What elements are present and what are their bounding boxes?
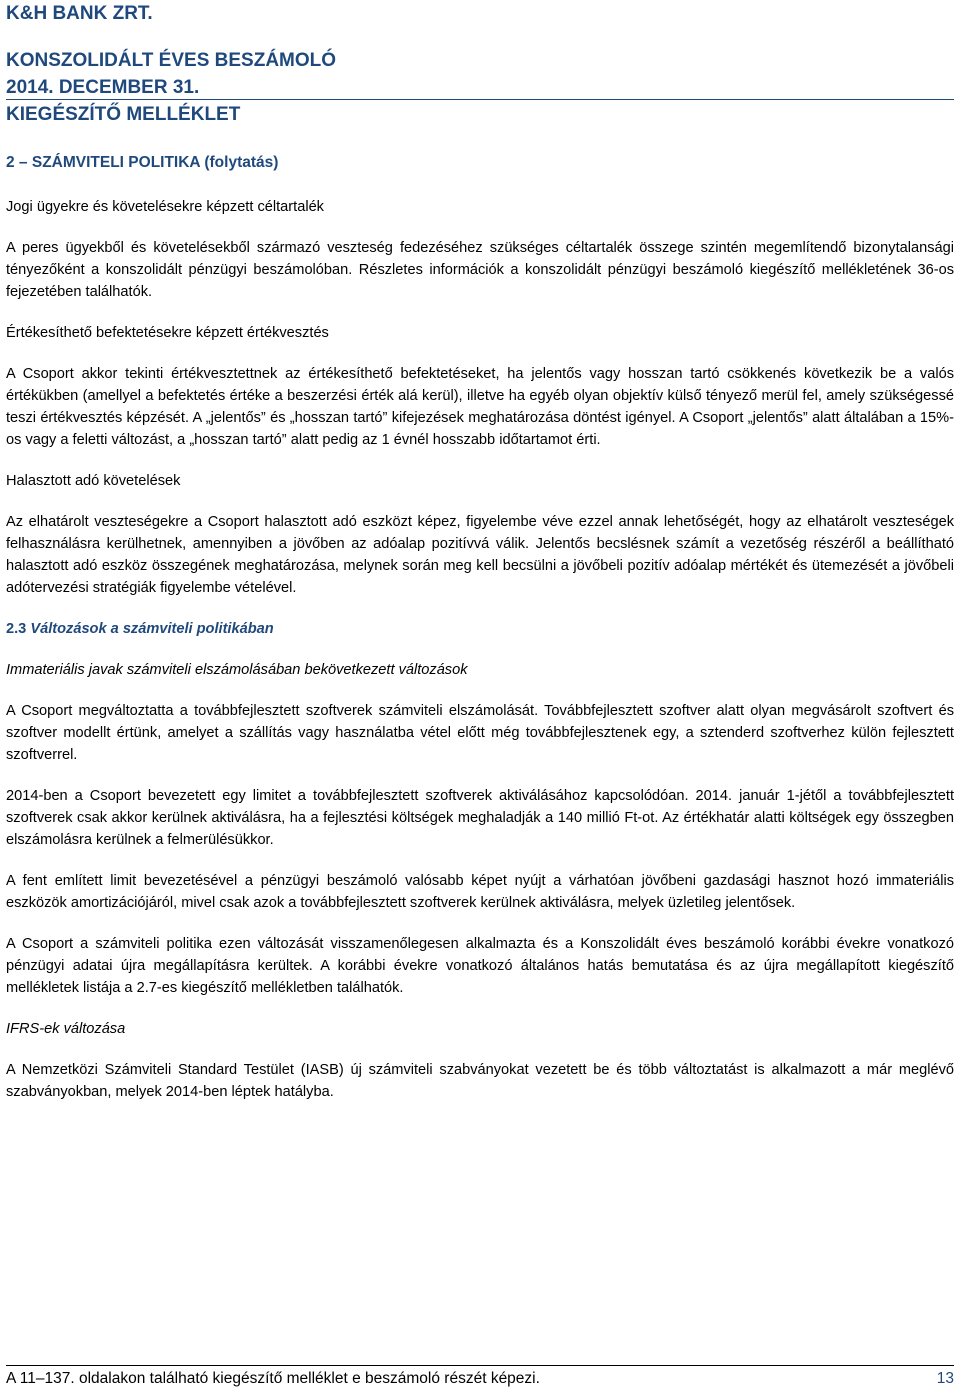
report-title: KONSZOLIDÁLT ÉVES BESZÁMOLÓ xyxy=(6,50,337,71)
section-title: 2 – SZÁMVITELI POLITIKA (folytatás) xyxy=(6,154,279,171)
section-heading-2-3 xyxy=(6,618,954,640)
paragraph-intangible-3: A fent említett limit bevezetésével a pénzügyi beszámoló valósabb képet nyújt a várhatóan jövőbeni gazdasági hasznot hozó immateriális eszközök amortizációjáról, mivel csak azok a továbbfejlesztett szoftverek kerülnek aktiválásra, melyek üzletileg jelentősek. xyxy=(6,873,954,911)
page-number: 13 xyxy=(936,1370,954,1387)
annex-title: KIEGÉSZÍTŐ MELLÉKLET xyxy=(6,104,241,125)
section-heading-text: Változások a számviteli politikában xyxy=(26,621,274,637)
paragraph-intangible-4: A Csoport a számviteli politika ezen változását visszamenőlegesen alkalmazta és a Konszolidált éves beszámoló korábbi évekre vonatkozó pénzügyi adatai újra megállapításra kerültek. A korábbi évekre vonatkozó általános hatás bemutatása és az újra megállapított kiegészítő mellékletek listája a 2.7-es kiegészítő mellékletben találhatók. xyxy=(6,936,954,996)
footer-rule xyxy=(6,1365,954,1366)
paragraph-intangible-1: A Csoport megváltoztatta a továbbfejlesztett szoftverek számviteli elszámolását. Továbbfejlesztett szoftver alatt olyan megvásárolt szoftvert és szoftver modellt értünk, amelyet a szállítás vagy használatba vétel előtt még továbbfejlesztenek egy, a sztenderd szoftverhez külön fejlesztett szoftverrel. xyxy=(6,703,954,763)
subheading-legal-provisions: Jogi ügyekre és követelésekre képzett céltartalék xyxy=(6,199,324,215)
document-body xyxy=(6,196,954,1122)
paragraph-intangible-2: 2014-ben a Csoport bevezetett egy limitet a továbbfejlesztett szoftverek aktiválásához kapcsolódóan. 2014. január 1-jétől a továbbfejlesztett szoftverek csak akkor kerülnek aktiválásra, ha a fejlesztési költségek meghaladják a 140 millió Ft-ot. Az értékhatár alatti költségek egy összegben elszámolásra kerülnek a felmerülésükkor. xyxy=(6,788,954,848)
paragraph-impairment: A Csoport akkor tekinti értékvesztettnek az értékesíthető befektetéseket, ha jelentős vagy hosszan tartó csökkenés következik be a valós értékükben (amellyel a befektetés értéke a beszerzési érték alá kerül), illetve ha egyéb olyan objektív külső tényező merül fel, amely szükségessé teszi értékvesztés képzését. A „jelentős” és „hosszan tartó” kifejezések meghatározása döntést igényel. A Csoport „jelentős” alatt általában a 15%-os vagy a feletti változást, a „hosszan tartó” alatt pedig az 1 évnél hosszabb időtartamot érti. xyxy=(6,366,954,448)
header-rule xyxy=(6,99,954,100)
footer-note: A 11–137. oldalakon található kiegészítő melléklet e beszámoló részét képezi. xyxy=(6,1370,540,1387)
section-number: 2.3 xyxy=(6,621,27,637)
paragraph-legal-provisions: A peres ügyekből és követelésekből származó veszteség fedezéséhez szükséges céltartalék összege szintén megemlítendő bizonytalansági tényezőként a konszolidált pénzügyi beszámolóban. Részletes információk a konszolidált pénzügyi beszámoló kiegészítő mellékletének 36-os fejezetében találhatók. xyxy=(6,240,954,300)
subheading-deferred-tax: Halasztott adó követelések xyxy=(6,473,181,489)
paragraph-ifrs-changes: A Nemzetközi Számviteli Standard Testület (IASB) új számviteli szabványokat vezetett be és több változtatást is alkalmazott a már meglévő szabványokban, melyek 2014-ben léptek hatályba. xyxy=(6,1062,954,1100)
company-name: K&H BANK ZRT. xyxy=(6,3,153,24)
subheading-impairment: Értékesíthető befektetésekre képzett értékvesztés xyxy=(6,325,329,341)
paragraph-deferred-tax: Az elhatárolt veszteségekre a Csoport halasztott adó eszközt képez, figyelembe véve ezzel annak lehetőségét, hogy az elhatárolt veszteségek felhasználásra kerülhetnek, amennyiben a jövőben az adóalap pozitívvá válik. Jelentős becslésnek számít a vezetőség részéről a beállítható halasztott adó eszköz összegének meghatározása, melynek során meg kell becsülni a jövőbeli pozitív adóalap mértékét és ütemezését a jövőbeli adótervezési stratégiák figyelembe vételével. xyxy=(6,514,954,596)
report-date: 2014. DECEMBER 31. xyxy=(6,77,200,98)
subheading-ifrs-changes: IFRS-ek változása xyxy=(6,1021,126,1037)
subheading-intangible-assets: Immateriális javak számviteli elszámolásában bekövetkezett változások xyxy=(6,662,468,678)
